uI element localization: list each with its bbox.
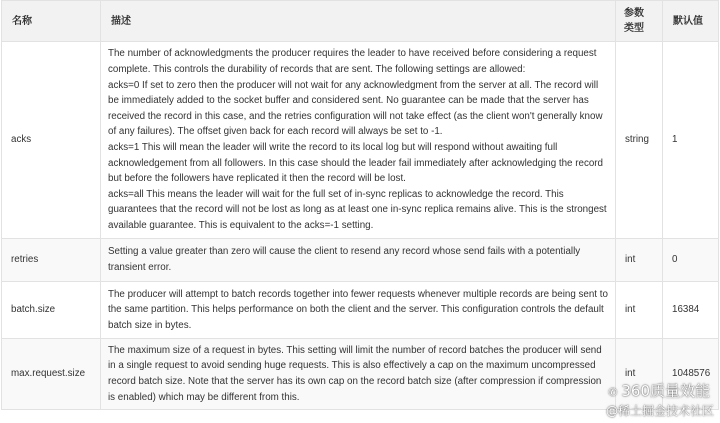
table-header-row: [2, 1, 719, 42]
param-default: 0: [663, 239, 719, 282]
param-type: int: [616, 339, 663, 410]
description-line: The producer will attempt to batch records together into fewer requests whenever multiple records are being sent to the same partition. This helps performance on both the client and the server. This configuration controls the default batch size in bytes.: [108, 288, 608, 331]
description-line: acks=0 If set to zero then the producer will not wait for any acknowledgment from the server at all. The record will be immediately added to the socket buffer and considered sent. No guarantee can be made that the server has received the record in this case, and the retries configuration will not take effect (as the client won't generally know of any failures). The offset given back for each record will always be set to -1.: [108, 79, 603, 138]
description-line: acks=all This means the leader will wait for the full set of in-sync replicas to acknowledge the record. This guarantees that the record will not be lost as long as at least one in-sync replica remains alive. This is the strongest available guarantee. This is equivalent to the acks=-1 setting.: [108, 188, 607, 231]
param-name: retries: [2, 239, 101, 282]
param-name: batch.size: [2, 282, 101, 339]
param-type: int: [616, 282, 663, 339]
header-default: 默认值: [663, 1, 719, 42]
header-param-type-label: 参数类型: [624, 8, 644, 34]
param-type: string: [616, 42, 663, 239]
header-name: 名称: [2, 1, 101, 42]
param-name: acks: [2, 42, 101, 239]
table-row: [2, 42, 719, 239]
param-description: [101, 42, 616, 239]
config-table: [1, 0, 719, 410]
param-default: 1: [663, 42, 719, 239]
param-type: int: [616, 239, 663, 282]
description-line: The number of acknowledgments the producer requires the leader to have received before considering a request complete. This controls the durability of records that are sent. The following settings are allowed:: [108, 48, 597, 76]
param-description: [101, 339, 616, 410]
header-description: 描述: [101, 1, 616, 42]
watermark-secondary: @稀土掘金技术社区: [605, 404, 714, 418]
description-line: acks=1 This will mean the leader will write the record to its local log but will respond without awaiting full acknowledgement from all followers. In this case should the leader fail immediately after acknowledging the record but before the followers have replicated it then the record will be lost.: [108, 142, 603, 185]
table-row: [2, 239, 719, 282]
watermark-primary-text: 360质量效能: [621, 382, 710, 400]
watermark-primary: [608, 380, 710, 401]
param-description: [101, 239, 616, 282]
header-param-type: [616, 1, 663, 42]
param-description: [101, 282, 616, 339]
description-line: The maximum size of a request in bytes. This setting will limit the number of record batches the producer will send in a single request to avoid sending huge requests. This is also effectively a cap on the maximum uncompressed record batch size. Note that the server has its own cap on the record batch size (after compression if compression is enabled) which may be different from this.: [108, 344, 602, 403]
param-name: max.request.size: [2, 339, 101, 410]
wechat-icon: ✆: [608, 386, 618, 399]
description-line: Setting a value greater than zero will cause the client to resend any record whose send fails with a potentially transient error.: [108, 246, 581, 273]
param-default: 16384: [663, 282, 719, 339]
param-default: 1048576: [663, 339, 719, 410]
table-row: [2, 282, 719, 339]
